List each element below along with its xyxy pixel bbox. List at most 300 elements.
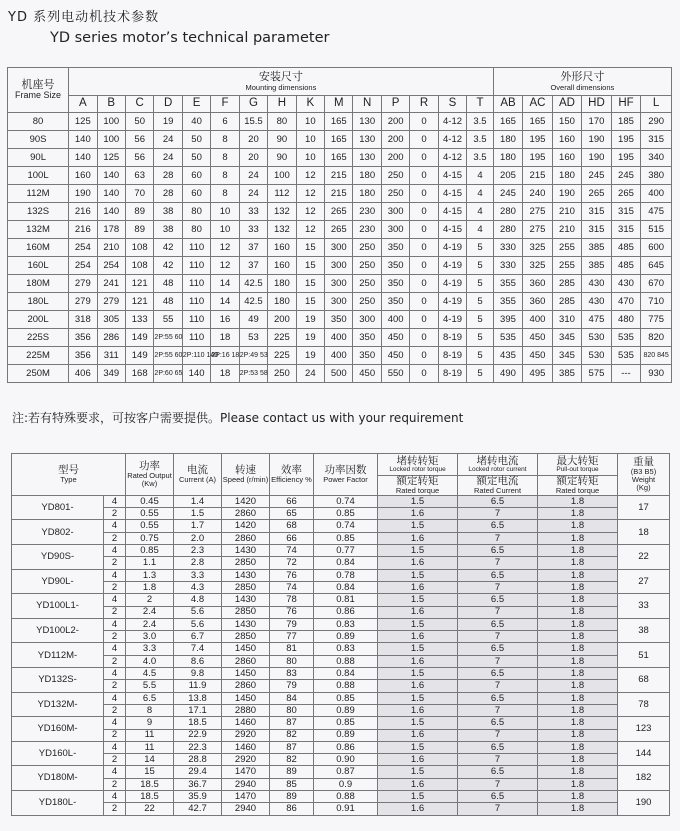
dimension-cell: 345 (552, 329, 582, 347)
value-cell: 1.8 (538, 791, 618, 803)
dimension-cell: 279 (97, 293, 125, 311)
value-cell: 80 (270, 655, 314, 667)
value-cell: 29.4 (174, 766, 222, 778)
dimension-cell: 37 (239, 257, 267, 275)
rc-en: Rated Current (473, 486, 522, 496)
dimension-cell: 168 (125, 365, 153, 383)
dimension-cell: 930 (641, 365, 672, 383)
lrt-cn: 堵转转矩 (396, 454, 439, 467)
dimension-cell: 18 (211, 365, 239, 383)
value-cell: 89 (270, 766, 314, 778)
dimension-cell: 24 (239, 185, 267, 203)
dimension-cell: 4-15 (438, 203, 466, 221)
dimension-cell: 48 (154, 275, 182, 293)
dimension-cell: 820 845 (641, 347, 672, 365)
value-cell: 81 (270, 643, 314, 655)
dimension-cell: 110 (182, 257, 210, 275)
dimension-cell: 210 (552, 203, 582, 221)
dimension-cell: 90 (268, 149, 296, 167)
current-cn: 电流 (187, 464, 208, 476)
dimension-cell: 490 (493, 365, 523, 383)
pot-en: Pull-out torque (556, 465, 599, 473)
dimension-cell: 165 (493, 113, 523, 131)
pole-cell: 2 (104, 680, 126, 692)
dimension-cell: 4 (467, 185, 494, 203)
pole-cell: 4 (104, 618, 126, 630)
value-cell: 6.5 (458, 717, 538, 729)
value-cell: 6.5 (458, 594, 538, 606)
dimension-cell: 360 (523, 275, 553, 293)
dim-col-header: M (325, 96, 353, 113)
dimension-cell: 170 (582, 113, 612, 131)
mounting-dimensions-header (69, 68, 494, 96)
value-cell: 17.1 (174, 704, 222, 716)
frame-size-cell: 90S (8, 131, 69, 149)
dimension-cell: 515 (641, 221, 672, 239)
dimension-cell: 0 (410, 275, 438, 293)
value-cell: 1.4 (174, 495, 222, 507)
dimension-cell: 125 (97, 149, 125, 167)
value-cell: 66 (270, 532, 314, 544)
power-factor-header (314, 454, 378, 496)
value-cell: 1.8 (538, 594, 618, 606)
dimension-cell: 80 (268, 113, 296, 131)
value-cell: 1.8 (538, 569, 618, 581)
value-cell: 1420 (222, 520, 270, 532)
value-cell: 28.8 (174, 754, 222, 766)
value-cell: 1.6 (378, 729, 458, 741)
motor-row (12, 631, 670, 643)
dimension-cell: 140 (97, 185, 125, 203)
value-cell: 1430 (222, 545, 270, 557)
value-cell: 0.88 (314, 655, 378, 667)
value-cell: 0.55 (126, 508, 174, 520)
dimension-cell: 475 (641, 203, 672, 221)
value-cell: 2860 (222, 680, 270, 692)
value-cell: 6.5 (458, 668, 538, 680)
dimension-cell: 4-19 (438, 293, 466, 311)
dimension-cell: 3.5 (467, 149, 494, 167)
motor-row (12, 606, 670, 618)
dimension-cell: 305 (97, 311, 125, 329)
dimension-cell: 2P:55 60 (154, 329, 182, 347)
value-cell: 0.75 (126, 532, 174, 544)
dimension-cell: 400 (523, 311, 553, 329)
pole-cell: 4 (104, 717, 126, 729)
value-cell: 11.9 (174, 680, 222, 692)
dimension-cell: 280 (493, 203, 523, 221)
pole-cell: 2 (104, 508, 126, 520)
pole-cell: 2 (104, 532, 126, 544)
dimension-cell: 180 (493, 131, 523, 149)
dimension-cell: 12 (211, 257, 239, 275)
value-cell: 74 (270, 581, 314, 593)
rc-cn: 额定电流 (476, 475, 519, 487)
dimension-cell: 315 (611, 221, 641, 239)
frame-row (8, 329, 672, 347)
value-cell: 0.78 (314, 569, 378, 581)
dimension-cell: 15 (296, 257, 324, 275)
value-cell: 1.5 (378, 668, 458, 680)
dimension-cell: 245 (493, 185, 523, 203)
weight-cell: 182 (618, 766, 670, 791)
dimensions-table (7, 67, 672, 383)
value-cell: 0.91 (314, 803, 378, 815)
motor-row (12, 618, 670, 630)
value-cell: 9.8 (174, 668, 222, 680)
frame-row (8, 293, 672, 311)
dimension-cell: 10 (211, 203, 239, 221)
dimension-cell: 4 (467, 167, 494, 185)
dimension-cell: 24 (154, 131, 182, 149)
dimension-cell: 475 (582, 311, 612, 329)
pole-cell: 2 (104, 581, 126, 593)
pole-cell: 4 (104, 741, 126, 753)
dimension-cell: 216 (69, 203, 97, 221)
motor-row (12, 692, 670, 704)
value-cell: 2860 (222, 655, 270, 667)
value-cell: 0.89 (314, 704, 378, 716)
dimension-cell: 530 (582, 329, 612, 347)
value-cell: 1.8 (538, 520, 618, 532)
dimension-cell: 265 (582, 185, 612, 203)
dimension-cell: 10 (296, 113, 324, 131)
value-cell: 1.6 (378, 581, 458, 593)
value-cell: 35.9 (174, 791, 222, 803)
motor-row (12, 594, 670, 606)
value-cell: 1470 (222, 791, 270, 803)
dimension-cell: 330 (493, 257, 523, 275)
dimension-cell: 24 (239, 167, 267, 185)
dimension-cell: 190 (582, 131, 612, 149)
dimension-cell: 8-19 (438, 329, 466, 347)
dimension-cell: 300 (325, 257, 353, 275)
value-cell: 1.5 (378, 545, 458, 557)
dimension-cell: 600 (641, 239, 672, 257)
value-cell: 77 (270, 631, 314, 643)
dimension-cell: 250 (353, 293, 381, 311)
motor-type-cell: YD160L- (12, 741, 104, 766)
value-cell: 7 (458, 704, 538, 716)
pole-cell: 4 (104, 594, 126, 606)
dimension-cell: 180 (353, 185, 381, 203)
value-cell: 1.8 (538, 803, 618, 815)
dimension-cell: 0 (410, 131, 438, 149)
dimension-cell: 0 (410, 347, 438, 365)
frame-size-header (8, 68, 69, 113)
value-cell: 85 (270, 778, 314, 790)
weight-cell: 78 (618, 692, 670, 717)
dimension-cell: 16 (211, 311, 239, 329)
value-cell: 6.5 (458, 643, 538, 655)
value-cell: 5.6 (174, 606, 222, 618)
dimension-cell: 430 (582, 275, 612, 293)
dimension-cell: 265 (611, 185, 641, 203)
frame-row (8, 221, 672, 239)
dimension-cell: 210 (97, 239, 125, 257)
dimension-cell: 356 (69, 347, 97, 365)
dimension-cell: 28 (154, 185, 182, 203)
pole-cell: 2 (104, 729, 126, 741)
value-cell: 0.55 (126, 520, 174, 532)
value-cell: 0.88 (314, 791, 378, 803)
motor-type-cell: YD100L1- (12, 594, 104, 619)
dimension-cell: 450 (381, 347, 409, 365)
dimension-cell: 0 (410, 365, 438, 383)
efficiency-en: Efficiency % (271, 475, 312, 485)
value-cell: 36.7 (174, 778, 222, 790)
frame-size-cell: 180L (8, 293, 69, 311)
dimension-cell: 12 (211, 239, 239, 257)
value-cell: 2850 (222, 606, 270, 618)
dimension-cell: 0 (410, 239, 438, 257)
dimension-cell: 108 (125, 239, 153, 257)
frame-size-cell: 160L (8, 257, 69, 275)
pole-cell: 4 (104, 495, 126, 507)
value-cell: 1.8 (538, 655, 618, 667)
value-cell: 1.8 (538, 729, 618, 741)
motor-type-cell: YD132M- (12, 692, 104, 717)
frame-row (8, 347, 672, 365)
dimension-cell: 185 (611, 113, 641, 131)
value-cell: 4.8 (174, 594, 222, 606)
dimension-cell: 356 (69, 329, 97, 347)
value-cell: 78 (270, 594, 314, 606)
dimension-cell: 15.5 (239, 113, 267, 131)
value-cell: 1.8 (538, 618, 618, 630)
rt-cn: 额定转矩 (396, 475, 439, 487)
value-cell: 1.6 (378, 606, 458, 618)
dimension-cell: 300 (381, 221, 409, 239)
value-cell: 18.5 (126, 791, 174, 803)
value-cell: 1.6 (378, 704, 458, 716)
value-cell: 74 (270, 545, 314, 557)
value-cell: 1470 (222, 766, 270, 778)
dimension-cell: 56 (125, 149, 153, 167)
motor-type-cell: YD180L- (12, 791, 104, 816)
dimension-cell: --- (611, 365, 641, 383)
rated-torque-2-header (538, 476, 618, 496)
value-cell: 8.6 (174, 655, 222, 667)
frame-row (8, 113, 672, 131)
dimension-cell: 19 (296, 347, 324, 365)
dimension-cell: 55 (154, 311, 182, 329)
pole-cell: 2 (104, 655, 126, 667)
value-cell: 1.8 (538, 766, 618, 778)
pole-cell: 2 (104, 803, 126, 815)
value-cell: 2850 (222, 557, 270, 569)
frame-size-cell: 225M (8, 347, 69, 365)
dimension-cell: 180 (493, 149, 523, 167)
dim-col-header: AC (523, 96, 553, 113)
pole-cell: 2 (104, 754, 126, 766)
dimension-cell: 325 (523, 257, 553, 275)
value-cell: 0.81 (314, 594, 378, 606)
frame-row (8, 167, 672, 185)
dimension-cell: 200 (381, 149, 409, 167)
value-cell: 7 (458, 754, 538, 766)
dimension-cell: 254 (69, 239, 97, 257)
value-cell: 84 (270, 692, 314, 704)
dimension-cell: 2P:110 140 (182, 347, 210, 365)
dimension-cell: 110 (182, 239, 210, 257)
value-cell: 1430 (222, 594, 270, 606)
dimension-cell: 160 (552, 131, 582, 149)
type-cn: 型号 (58, 464, 79, 476)
frame-size-cell: 180M (8, 275, 69, 293)
value-cell: 0.9 (314, 778, 378, 790)
value-cell: 2860 (222, 508, 270, 520)
motor-type-cell: YD801- (12, 495, 104, 520)
value-cell: 2850 (222, 581, 270, 593)
weight-cell: 17 (618, 495, 670, 520)
dimension-cell: 318 (69, 311, 97, 329)
motor-row (12, 557, 670, 569)
value-cell: 2.0 (174, 532, 222, 544)
value-cell: 1.6 (378, 508, 458, 520)
dimension-cell: 315 (582, 203, 612, 221)
dimension-cell: 300 (325, 275, 353, 293)
lrc-en: Locked rotor current (468, 465, 527, 473)
dimension-cell: 140 (69, 131, 97, 149)
dimension-cell: 190 (552, 185, 582, 203)
frame-row (8, 185, 672, 203)
value-cell: 7.4 (174, 643, 222, 655)
value-cell: 1.5 (378, 717, 458, 729)
weight-cell: 144 (618, 741, 670, 766)
dimension-cell: 0 (410, 149, 438, 167)
dimension-cell: 190 (582, 149, 612, 167)
dimension-cell: 250 (268, 365, 296, 383)
value-cell: 9 (126, 717, 174, 729)
dimension-cell: 12 (296, 167, 324, 185)
dimension-cell: 110 (182, 311, 210, 329)
frame-row (8, 311, 672, 329)
dim-col-header: F (211, 96, 239, 113)
dimension-cell: 10 (211, 221, 239, 239)
dimension-cell: 28 (154, 167, 182, 185)
value-cell: 1.5 (174, 508, 222, 520)
value-cell: 7 (458, 631, 538, 643)
value-cell: 14 (126, 754, 174, 766)
dimension-cell: 254 (69, 257, 97, 275)
motor-row (12, 668, 670, 680)
dimension-cell: 435 (493, 347, 523, 365)
dimension-cell: 4-19 (438, 311, 466, 329)
dimension-cell: 0 (410, 203, 438, 221)
dimension-cell: 5 (467, 365, 494, 383)
pot-cn: 最大转矩 (556, 454, 599, 467)
dimension-cell: 535 (611, 329, 641, 347)
dimension-cell: 286 (97, 329, 125, 347)
value-cell: 2.3 (174, 545, 222, 557)
pole-cell: 2 (104, 631, 126, 643)
value-cell: 82 (270, 754, 314, 766)
dimension-cell: 285 (552, 293, 582, 311)
dimension-cell: 4-15 (438, 221, 466, 239)
dimension-cell: 215 (325, 185, 353, 203)
value-cell: 82 (270, 729, 314, 741)
dimension-cell: 5 (467, 329, 494, 347)
motor-row (12, 778, 670, 790)
value-cell: 1.6 (378, 532, 458, 544)
dimension-cell: 19 (296, 311, 324, 329)
dimension-cell: 4-19 (438, 275, 466, 293)
value-cell: 42.7 (174, 803, 222, 815)
dimension-cell: 535 (493, 329, 523, 347)
dimension-cell: 225 (268, 329, 296, 347)
dimension-cell: 4-12 (438, 149, 466, 167)
dim-col-header: T (467, 96, 494, 113)
dimension-cell: 19 (296, 329, 324, 347)
value-cell: 4.3 (174, 581, 222, 593)
dimension-cell: 350 (353, 347, 381, 365)
dimension-cell: 2P:49 53 (239, 347, 267, 365)
dimension-cell: 250 (381, 185, 409, 203)
value-cell: 1460 (222, 717, 270, 729)
dimension-cell: 24 (296, 365, 324, 383)
dimension-cell: 385 (582, 257, 612, 275)
dimension-cell: 80 (182, 203, 210, 221)
dim-col-header: G (239, 96, 267, 113)
frame-size-cn: 机座号 (21, 78, 55, 91)
pole-cell: 4 (104, 545, 126, 557)
dimension-cell: 20 (239, 149, 267, 167)
dimension-cell: 5 (467, 275, 494, 293)
dimension-cell: 450 (523, 347, 553, 365)
weight-cell: 123 (618, 717, 670, 742)
dimension-cell: 210 (552, 221, 582, 239)
dimension-cell: 230 (353, 203, 381, 221)
dimension-cell: 710 (641, 293, 672, 311)
title-en: YD series motor’s technical parameter (50, 30, 330, 46)
value-cell: 0.89 (314, 631, 378, 643)
value-cell: 1.7 (174, 520, 222, 532)
dimension-cell: 50 (182, 131, 210, 149)
dimension-cell: 645 (641, 257, 672, 275)
dimension-cell: 5 (467, 347, 494, 365)
value-cell: 72 (270, 557, 314, 569)
value-cell: 8 (126, 704, 174, 716)
value-cell: 1.5 (378, 594, 458, 606)
dim-col-header: L (641, 96, 672, 113)
value-cell: 1.5 (378, 643, 458, 655)
value-cell: 1.8 (538, 631, 618, 643)
motor-row (12, 532, 670, 544)
dimension-cell: 132 (268, 203, 296, 221)
dimension-cell: 19 (154, 113, 182, 131)
dimension-cell: 2P:53 58 (239, 365, 267, 383)
value-cell: 1.6 (378, 557, 458, 569)
value-cell: 1450 (222, 643, 270, 655)
weight-header (618, 454, 670, 496)
dimension-cell: 535 (611, 347, 641, 365)
value-cell: 0.83 (314, 643, 378, 655)
dimension-cell: 12 (296, 185, 324, 203)
current-en: Current (A) (178, 475, 217, 485)
value-cell: 0.85 (314, 532, 378, 544)
value-cell: 0.84 (314, 581, 378, 593)
dimension-cell: 0 (410, 257, 438, 275)
motor-row (12, 545, 670, 557)
dimension-cell: 200 (268, 311, 296, 329)
dimension-cell: 216 (69, 221, 97, 239)
dimension-cell: 180 (353, 167, 381, 185)
frame-size-cell: 80 (8, 113, 69, 131)
dimension-cell: 63 (125, 167, 153, 185)
value-cell: 1.8 (538, 692, 618, 704)
dimension-cell: 178 (97, 221, 125, 239)
